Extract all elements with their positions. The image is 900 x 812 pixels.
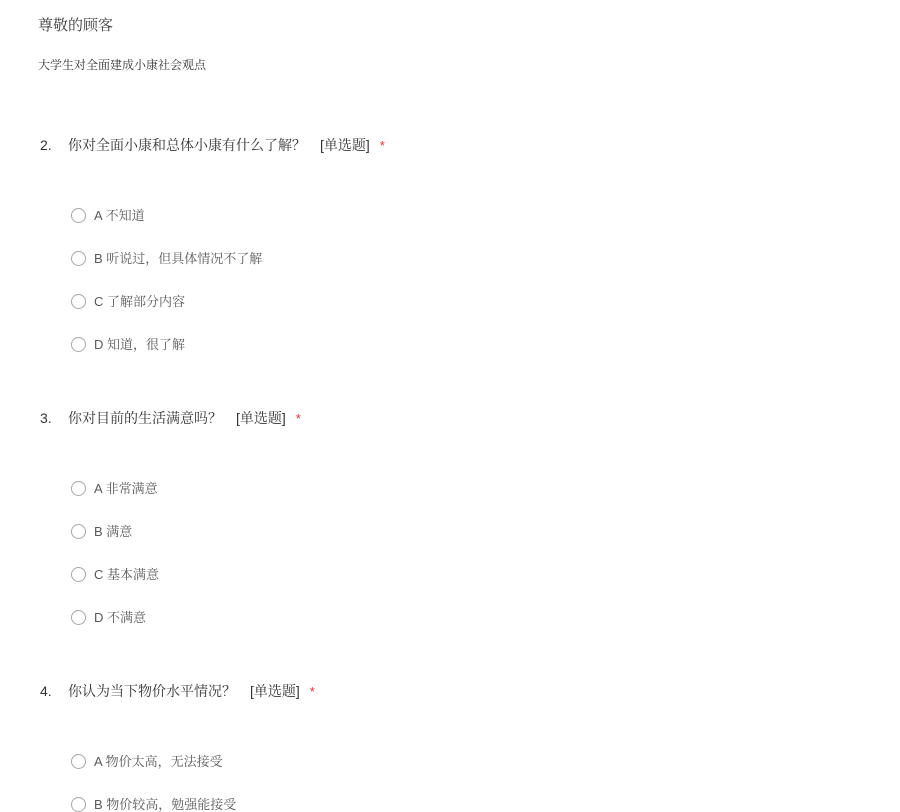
question-title: 你对目前的生活满意吗？ [68,410,222,426]
option-row[interactable] [71,524,900,539]
option-label[interactable]: A 物价太高，无法接受 [94,754,223,769]
option-row[interactable] [71,294,900,309]
question-title-row [40,411,900,426]
option-row[interactable] [71,610,900,625]
option-label[interactable]: B 满意 [94,524,133,539]
option-label[interactable]: B 物价较高，勉强能接受 [94,797,237,812]
question-number: 4. [40,683,52,699]
option-group [71,754,900,812]
radio-button-icon[interactable] [71,251,86,266]
question-title: 你对全面小康和总体小康有什么了解？ [68,137,306,153]
question-3 [40,411,900,625]
question-number: 3. [40,410,52,426]
option-row[interactable] [71,251,900,266]
option-label[interactable]: D 不满意 [94,610,147,625]
question-type-label: [单选题] [250,683,300,699]
option-group [71,208,900,352]
option-row[interactable] [71,754,900,769]
radio-button-icon[interactable] [71,208,86,223]
radio-button-icon[interactable] [71,567,86,582]
option-label[interactable]: D 知道，很了解 [94,337,186,352]
option-row[interactable] [71,567,900,582]
required-asterisk: * [379,138,385,153]
option-label[interactable]: A 不知道 [94,208,145,223]
radio-button-icon[interactable] [71,610,86,625]
option-row[interactable] [71,337,900,352]
option-label[interactable]: A 非常满意 [94,481,158,496]
radio-button-icon[interactable] [71,481,86,496]
question-number: 2. [40,137,52,153]
form-title: 尊敬的顾客 [38,17,114,34]
radio-button-icon[interactable] [71,294,86,309]
radio-button-icon[interactable] [71,337,86,352]
option-label[interactable]: B 听说过，但具体情况不了解 [94,251,263,266]
radio-button-icon[interactable] [71,524,86,539]
question-type-label: [单选题] [236,410,286,426]
option-label[interactable]: C 基本满意 [94,567,160,582]
option-label[interactable]: C 了解部分内容 [94,294,186,309]
question-type-label: [单选题] [320,137,370,153]
required-asterisk: * [295,411,301,426]
option-row[interactable] [71,797,900,812]
radio-button-icon[interactable] [71,754,86,769]
question-4 [40,684,900,812]
question-2 [40,138,900,352]
option-row[interactable] [71,208,900,223]
radio-button-icon[interactable] [71,797,86,812]
question-list [0,138,900,812]
question-title: 你认为当下物价水平情况？ [68,683,236,699]
question-title-row [40,138,900,153]
option-row[interactable] [71,481,900,496]
survey-header [0,0,900,71]
form-subtitle: 大学生对全面建成小康社会观点 [38,58,207,72]
option-group [71,481,900,625]
question-title-row [40,684,900,699]
required-asterisk: * [309,684,315,699]
